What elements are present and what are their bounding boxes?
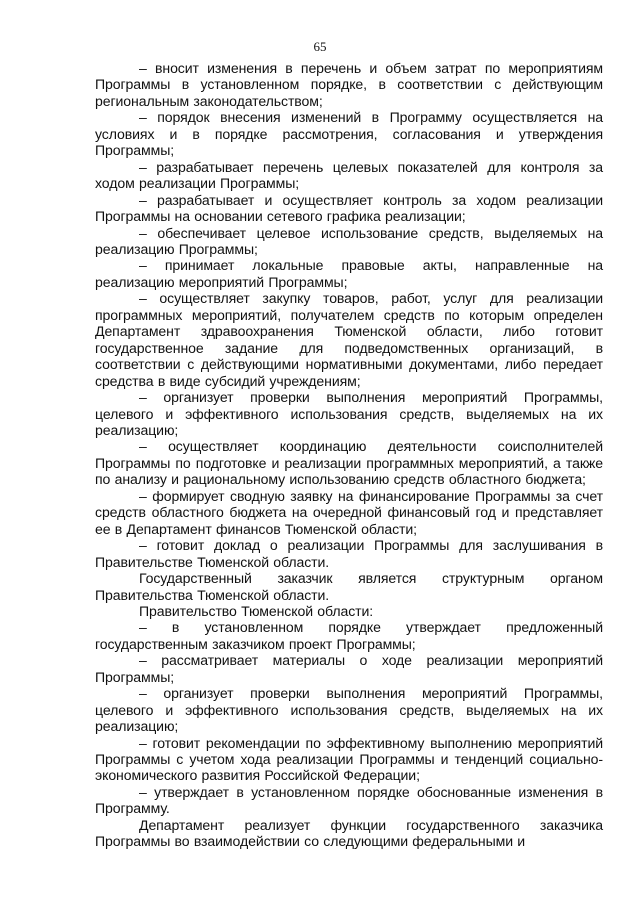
paragraph-target-use: – обеспечивает целевое использование средств, выделяемых на реализацию Программы; bbox=[95, 224, 603, 257]
paragraph-local-acts: – принимает локальные правовые акты, направленные на реализацию мероприятий Программы; bbox=[95, 257, 603, 290]
paragraph-change-procedure: – порядок внесения изменений в Программу осуществляется на условиях и в порядке рассмотрения, согласования и утверждения Программы; bbox=[95, 109, 603, 159]
page-number: 65 bbox=[313, 39, 327, 54]
paragraph-changes-costs: – вносит изменения в перечень и объем затрат по мероприятиям Программы в установленном порядке, в соответствии с действующим региональным законодательством; bbox=[95, 60, 603, 109]
page-body bbox=[95, 60, 603, 850]
paragraph-approves-changes: – утверждает в установленном порядке обоснованные изменения в Программу. bbox=[95, 783, 603, 817]
paragraph-reviews-materials: – рассматривает материалы о ходе реализации мероприятий Программы; bbox=[95, 652, 603, 685]
paragraph-recommendations: – готовит рекомендации по эффективному выполнению мероприятий Программы с учетом хода реализации Программы и тенденций социально-экономического развития Российской Федерации; bbox=[95, 734, 603, 784]
paragraph-approves-project: – в установленном порядке утверждает предложенный государственным заказчиком проект Программы; bbox=[95, 619, 603, 652]
paragraph-department-functions: Департамент реализует функции государственного заказчика Программы во взаимодействии со следующими федеральными и bbox=[95, 816, 603, 850]
paragraph-state-customer: Государственный заказчик является структурным органом Правительства Тюменской области. bbox=[95, 570, 603, 603]
paragraph-government-heading: Правительство Тюменской области: bbox=[139, 602, 374, 619]
paragraph-network-schedule: – разрабатывает и осуществляет контроль за ходом реализации Программы на основании сетевого графика реализации; bbox=[95, 191, 603, 225]
paragraph-inspections: – организует проверки выполнения мероприятий Программы, целевого и эффективного использования средств, выделяемых на их реализацию; bbox=[95, 389, 603, 438]
paragraph-coordination: – осуществляет координацию деятельности соисполнителей Программы по подготовке и реализации программных мероприятий, а также по анализу и рациональному использованию средств областного бюджета; bbox=[95, 438, 603, 488]
paragraph-funding-request: – формирует сводную заявку на финансирование Программы за счет средств областного бюджета на очередной финансовый год и представляет ее в Департамент финансов Тюменской области; bbox=[95, 487, 603, 537]
paragraph-procurement: – осуществляет закупку товаров, работ, услуг для реализации программных мероприятий, получателем средств по которым определен Департамент здравоохранения Тюменской области, либо готовит государственное задание для подведомственных организаций, в соответствии с действующими нормативными документами, либо передает средства в виде субсидий учреждениям; bbox=[95, 290, 603, 389]
paragraph-government-inspections: – организует проверки выполнения мероприятий Программы, целевого и эффективного использования средств, выделяемых на их реализацию; bbox=[95, 685, 603, 735]
paragraph-target-indicators: – разрабатывает перечень целевых показателей для контроля за ходом реализации Программы; bbox=[95, 158, 603, 192]
paragraph-report: – готовит доклад о реализации Программы для заслушивания в Правительстве Тюменской области. bbox=[95, 537, 603, 570]
